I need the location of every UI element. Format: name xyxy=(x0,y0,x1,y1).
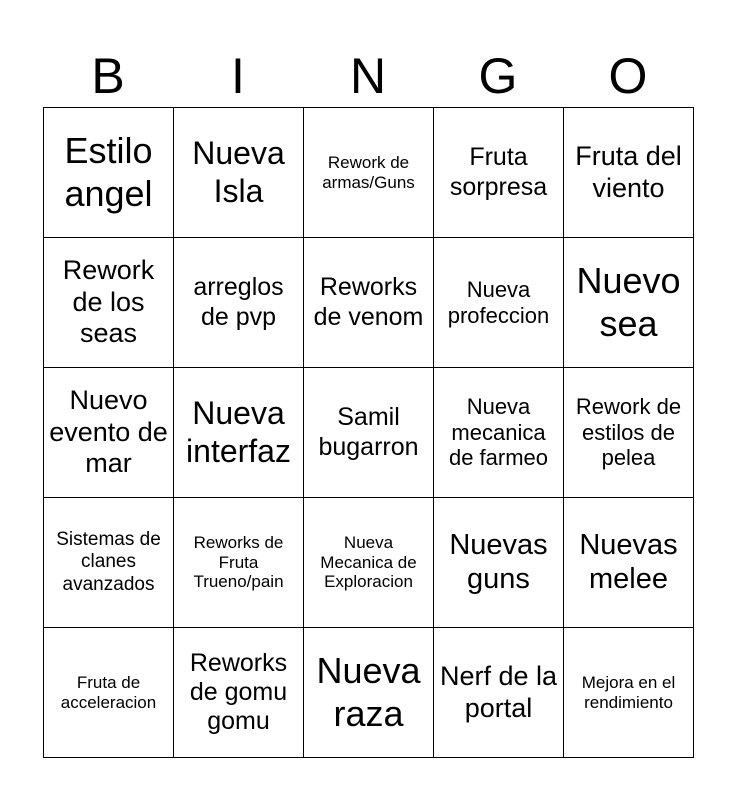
bingo-cell[interactable]: Nuevas guns xyxy=(434,498,564,628)
board-row xyxy=(44,628,694,758)
bingo-cell[interactable]: Nueva Isla xyxy=(174,108,304,238)
header-letter-o: O xyxy=(608,48,648,104)
bingo-cell[interactable]: arreglos de pvp xyxy=(174,238,304,368)
bingo-cell[interactable]: Nueva Mecanica de Exploracion xyxy=(304,498,434,628)
bingo-cell[interactable]: Nueva interfaz xyxy=(174,368,304,498)
bingo-cell[interactable]: Fruta sorpresa xyxy=(434,108,564,238)
bingo-cell[interactable]: Estilo angel xyxy=(44,108,174,238)
bingo-cell[interactable]: Nueva mecanica de farmeo xyxy=(434,368,564,498)
bingo-cell[interactable]: Fruta del viento xyxy=(564,108,694,238)
bingo-cell[interactable]: Nerf de la portal xyxy=(434,628,564,758)
header-letter-i: I xyxy=(231,48,245,104)
bingo-cell[interactable]: Reworks de venom xyxy=(304,238,434,368)
bingo-cell[interactable]: Nuevas melee xyxy=(564,498,694,628)
header-letter-n: N xyxy=(349,48,387,104)
bingo-header xyxy=(43,46,693,106)
bingo-cell[interactable]: Rework de armas/Guns xyxy=(304,108,434,238)
bingo-cell[interactable]: Nuevo evento de mar xyxy=(44,368,174,498)
bingo-cell[interactable]: Reworks de gomu gomu xyxy=(174,628,304,758)
bingo-cell[interactable]: Sistemas de clanes avanzados xyxy=(44,498,174,628)
bingo-cell[interactable]: Nueva raza xyxy=(304,628,434,758)
board-row xyxy=(44,238,694,368)
bingo-cell[interactable]: Nuevo sea xyxy=(564,238,694,368)
bingo-cell[interactable]: Reworks de Fruta Trueno/pain xyxy=(174,498,304,628)
board-row xyxy=(44,368,694,498)
header-letter-b: B xyxy=(91,48,125,104)
bingo-cell[interactable]: Mejora en el rendimiento xyxy=(564,628,694,758)
bingo-cell[interactable]: Rework de los seas xyxy=(44,238,174,368)
header-letter-g: G xyxy=(478,48,518,104)
bingo-cell[interactable]: Nueva profeccion xyxy=(434,238,564,368)
bingo-cell[interactable]: Fruta de acceleracion xyxy=(44,628,174,758)
board-row xyxy=(44,498,694,628)
board-row xyxy=(44,108,694,238)
bingo-board xyxy=(43,107,694,758)
bingo-cell[interactable]: Rework de estilos de pelea xyxy=(564,368,694,498)
bingo-cell[interactable]: Samil bugarron xyxy=(304,368,434,498)
